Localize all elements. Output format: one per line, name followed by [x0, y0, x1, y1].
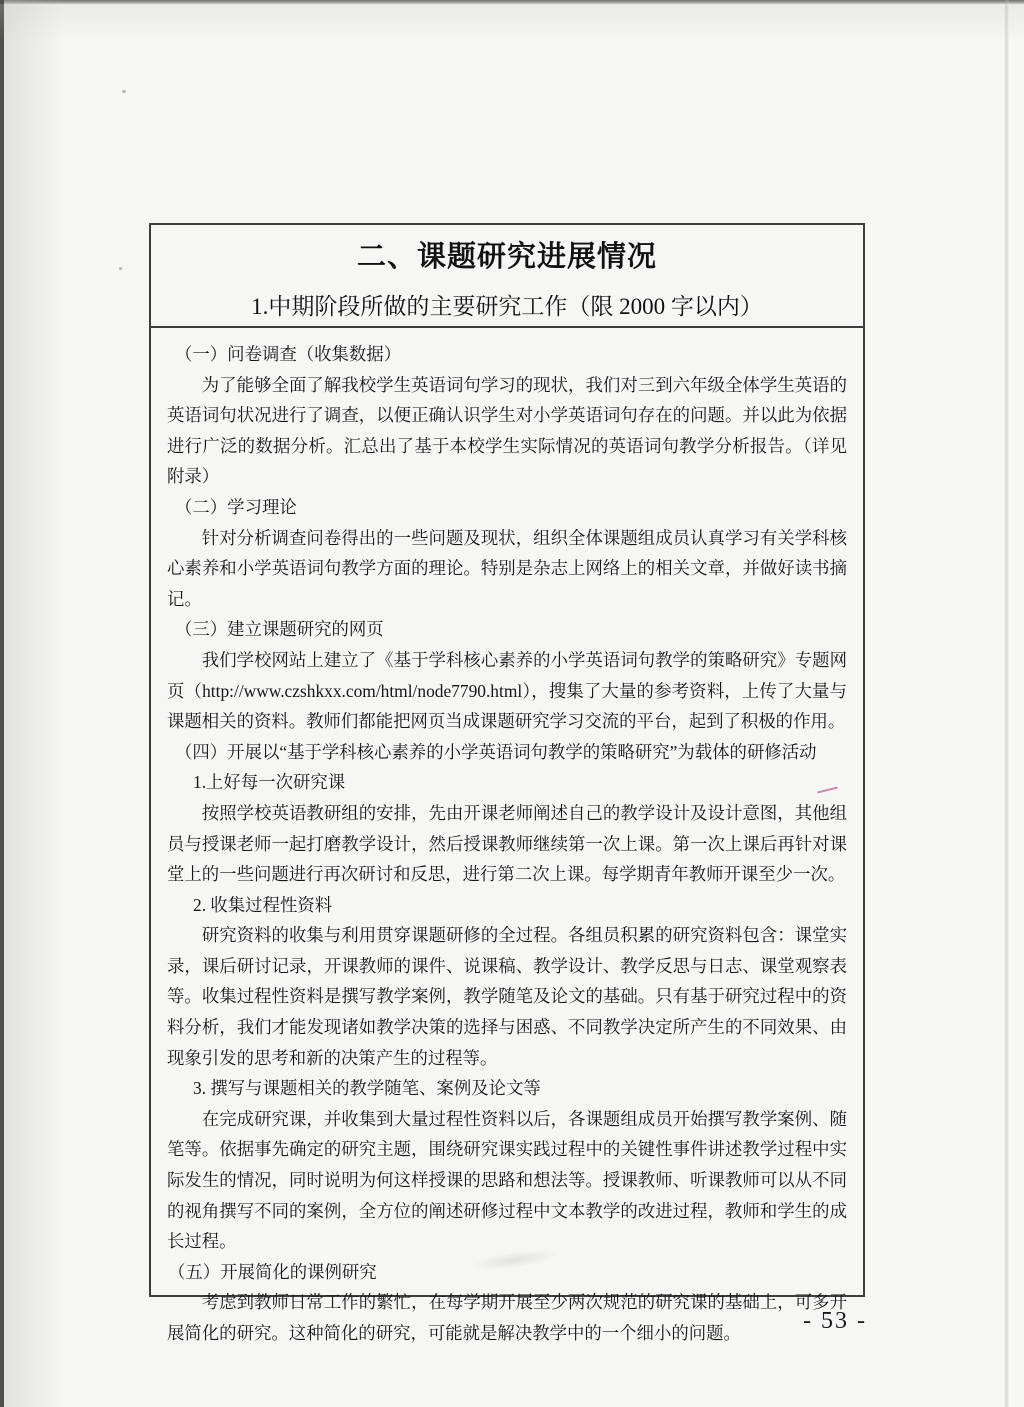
- form-header: [151, 225, 863, 328]
- paragraph: 在完成研究课，并收集到大量过程性资料以后，各课题组成员开始撰写教学案例、随笔等。依据事先确定的研究主题，围绕研究课实践过程中的关键性事件讲述教学过程中实际发生的情况，同时说明为何这样授课的思路和想法等。授课教师、听课教师可以从不同的视角撰写不同的案例，全方位的阐述研修过程中文本教学的改进过程，教师和学生的成长过程。: [167, 1108, 847, 1252]
- section-heading-4: （四）开展以“基于学科核心素养的小学英语词句教学的策略研究”为载体的研修活动: [175, 741, 817, 762]
- sub-item-3: 3. 撰写与课题相关的教学随笔、案例及论文等: [193, 1078, 541, 1099]
- form-subtitle: 1.中期阶段所做的主要研究工作（限 2000 字以内）: [251, 294, 763, 319]
- section-heading-2: （二）学习理论: [175, 496, 297, 517]
- paper-speck: [122, 90, 126, 93]
- paper-shade-left: [4, 0, 64, 1407]
- page-number: - 53 -: [803, 1308, 867, 1334]
- document-body: [151, 328, 863, 1349]
- paragraph: 为了能够全面了解我校学生英语词句学习的现状，我们对三到六年级全体学生英语的英语词句状况进行了调查，以便正确认识学生对小学英语词句存在的问题。并以此为依据进行广泛的数据分析。汇总出了基于本校学生实际情况的英语词句教学分析报告。（详见附录）: [167, 374, 847, 487]
- sub-item-1: 1.上好每一次研究课: [193, 772, 346, 793]
- paragraph: 考虑到教师日常工作的繁忙，在每学期开展至少两次规范的研究课的基础上，可多开展简化的研究。这种简化的研究，可能就是解决教学中的一个细小的问题。: [167, 1292, 847, 1343]
- section-heading-1: （一）问卷调查（收集数据）: [175, 344, 402, 364]
- paragraph: 针对分析调查问卷得出的一些问题及现状，组织全体课题组成员认真学习有关学科核心素养和小学英语词句教学方面的理论。特别是杂志上网络上的相关文章，并做好读书摘记。: [167, 527, 847, 609]
- paper-speck: [119, 267, 122, 270]
- form-title: 二、课题研究进展情况: [356, 239, 657, 273]
- paper-shade-top: [0, 4, 1024, 44]
- sub-item-2: 2. 收集过程性资料: [193, 894, 333, 915]
- paragraph: 我们学校网站上建立了《基于学科核心素养的小学英语词句教学的策略研究》专题网页（http://www.czshkxx.com/html/node7790.html），搜集了大量的参考资料，上传了大量与课题相关的资料。教师们都能把网页当成课题研究学习交流的平台，起到了积极的作用。: [167, 649, 847, 732]
- paper-fold-line: [1004, 0, 1009, 1407]
- paragraph: 按照学校英语教研组的安排，先由开课老师阐述自己的教学设计及设计意图，其他组员与授课老师一起打磨教学设计，然后授课教师继续第一次上课。第一次上课后再针对课堂上的一些问题进行再次研讨和反思，进行第二次上课。每学期青年教师开课至少一次。: [167, 802, 847, 885]
- section-heading-5: （五）开展简化的课例研究: [168, 1261, 377, 1282]
- section-heading-3: （三）建立课题研究的网页: [175, 619, 384, 640]
- paragraph: 研究资料的收集与利用贯穿课题研修的全过程。各组员积累的研究资料包含：课堂实录，课后研讨记录，开课教师的课件、说课稿、教学设计、教学反思与日志、课堂观察表等。收集过程性资料是撰写教学案例，教学随笔及论文的基础。只有基于研究过程中的资料分析，我们才能发现诸如教学决策的选择与困惑、不同教学决定所产生的不同效果、由现象引发的思考和新的决策产生的过程等。: [167, 925, 847, 1068]
